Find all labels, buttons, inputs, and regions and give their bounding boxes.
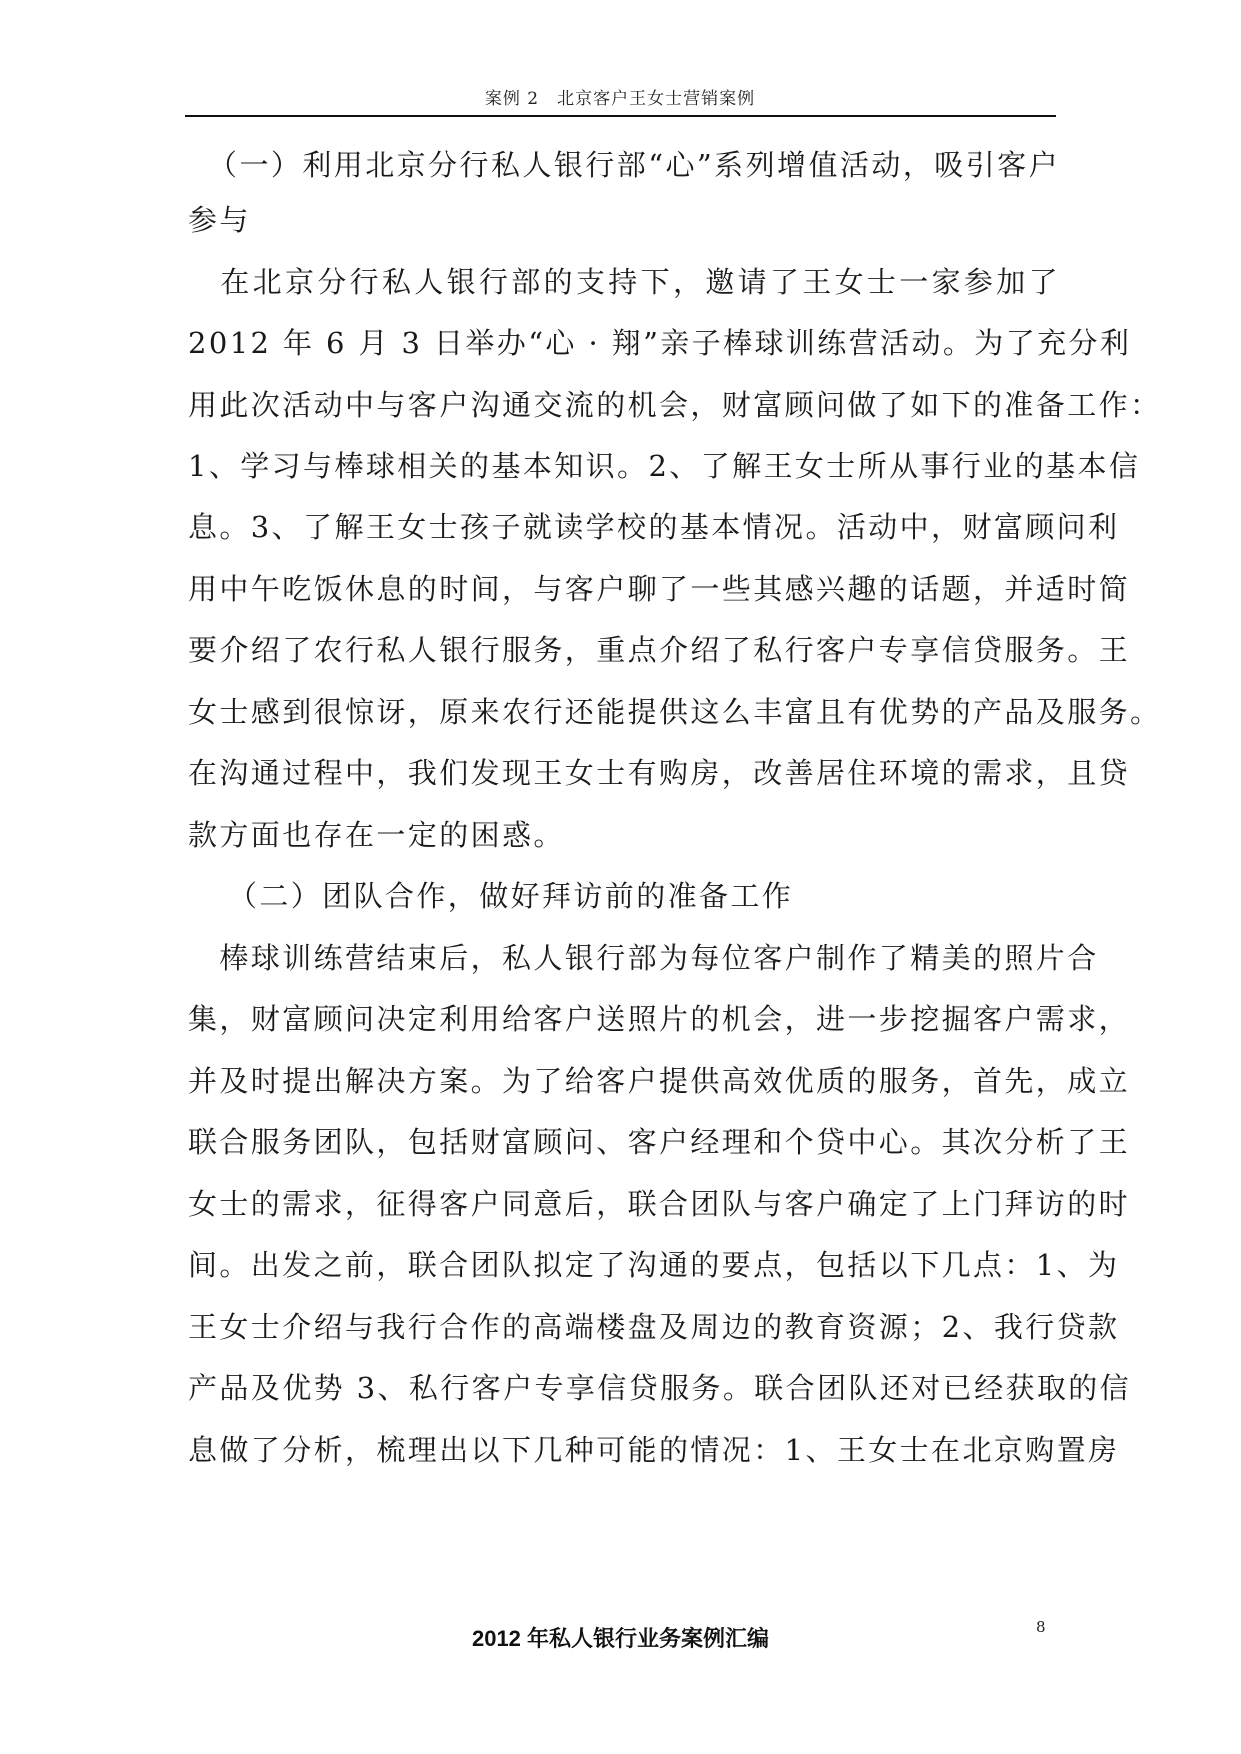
text-line: 要介绍了农行私人银行服务，重点介绍了私行客户专享信贷服务。王 (188, 633, 1131, 667)
text-line: 联合服务团队，包括财富顾问、客户经理和个贷中心。其次分析了王 (188, 1125, 1131, 1159)
text-line: 女士感到很惊讶，原来农行还能提供这么丰富且有优势的产品及服务。 (188, 695, 1162, 729)
text-line: 在北京分行私人银行部的支持下，邀请了王女士一家参加了 (188, 265, 1060, 299)
section-heading-2: （二）团队合作，做好拜访前的准备工作 (228, 879, 794, 913)
running-header: 案例 2 北京客户王女士营销案例 (484, 89, 756, 109)
text-line: 参与 (188, 203, 251, 237)
page-number: 8 (1036, 1618, 1046, 1636)
text-line: 款方面也存在一定的困惑。 (188, 818, 565, 852)
text-line: 2012 年 6 月 3 日举办“心 · 翔”亲子棒球训练营活动。为了充分利 (188, 326, 1132, 360)
text-line: 用此次活动中与客户沟通交流的机会，财富顾问做了如下的准备工作： (188, 388, 1162, 422)
footer-title: 2012 年私人银行业务案例汇编 (471, 1626, 770, 1651)
text-line: 王女士介绍与我行合作的高端楼盘及周边的教育资源；2、我行贷款 (188, 1310, 1120, 1344)
text-line: 在沟通过程中，我们发现王女士有购房，改善居住环境的需求，且贷 (188, 756, 1131, 790)
header-rule (185, 115, 1056, 117)
text-line: 息做了分析，梳理出以下几种可能的情况：1、王女士在北京购置房 (188, 1433, 1120, 1467)
text-line: 并及时提出解决方案。为了给客户提供高效优质的服务，首先，成立 (188, 1064, 1131, 1098)
text-line: 集，财富顾问决定利用给客户送照片的机会，进一步挖掘客户需求， (188, 1002, 1131, 1036)
text-line: 产品及优势 3、私行客户专享信贷服务。联合团队还对已经获取的信 (188, 1371, 1132, 1405)
text-line: 间。出发之前，联合团队拟定了沟通的要点，包括以下几点：1、为 (188, 1248, 1120, 1282)
text-line: 女士的需求，征得客户同意后，联合团队与客户确定了上门拜访的时 (188, 1187, 1131, 1221)
section-heading-1: （一）利用北京分行私人银行部“心”系列增值活动，吸引客户 (208, 148, 1060, 182)
text-line: 1、学习与棒球相关的基本知识。2、了解王女士所从事行业的基本信 (188, 449, 1141, 483)
text-line: 息。3、了解王女士孩子就读学校的基本情况。活动中，财富顾问利 (188, 510, 1120, 544)
text-line: 用中午吃饭休息的时间，与客户聊了一些其感兴趣的话题，并适时简 (188, 572, 1131, 606)
text-line: 棒球训练营结束后，私人银行部为每位客户制作了精美的照片合 (188, 941, 1099, 975)
